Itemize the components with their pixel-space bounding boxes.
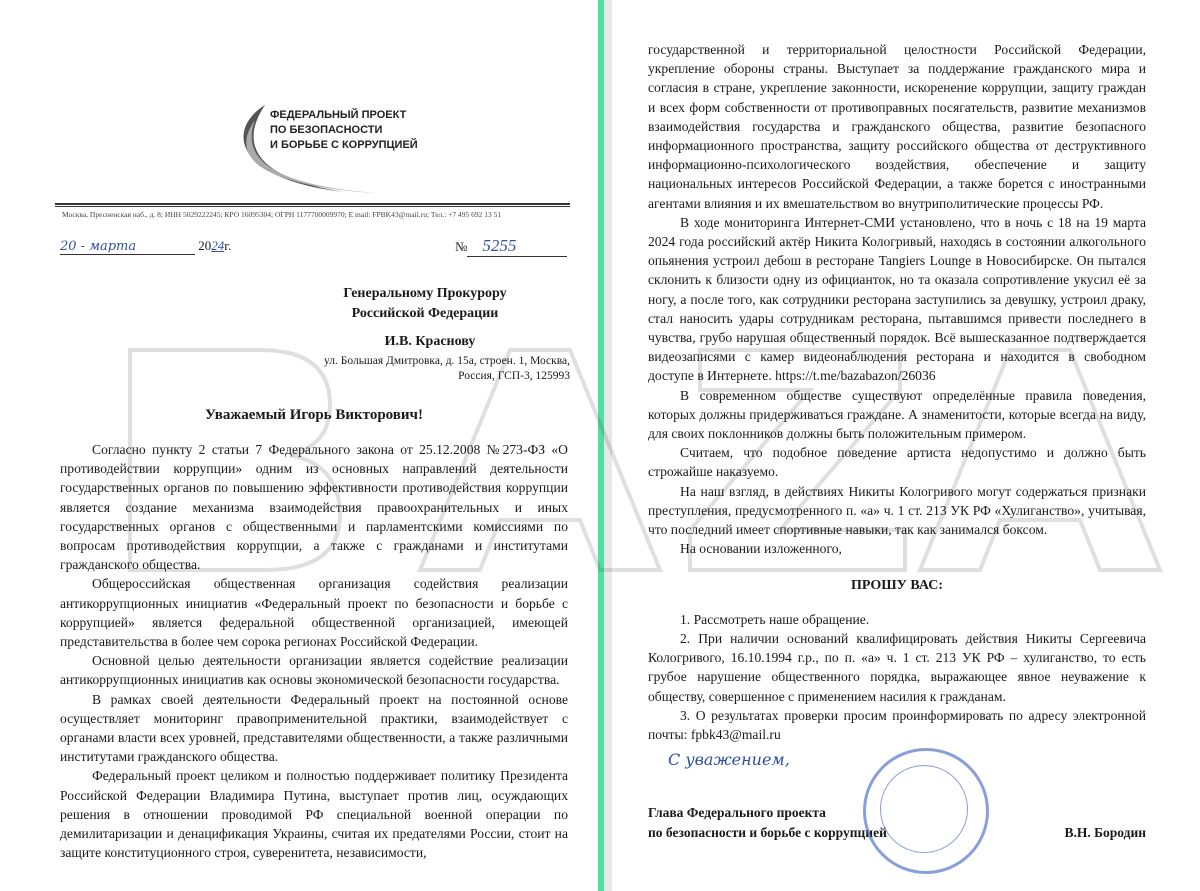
paragraph: На наш взгляд, в действиях Никиты Кологривого могут содержаться признаки преступления, предусмотренного п. «а» ч. 1 ст. 213 УК РФ «Хулиганство», учитывая, что последний имеет спортивные навыки, так как занимался боксом. <box>648 483 1146 538</box>
letter-page-1 <box>0 0 598 891</box>
request-heading: ПРОШУ ВАС: <box>850 578 944 594</box>
page-gutter <box>604 0 612 891</box>
address-line: ул. Большая Дмитровка, д. 15а, строен. 1, Москва, <box>324 355 570 367</box>
request-item <box>648 706 1146 744</box>
paragraph: На основании изложенного, <box>680 541 842 557</box>
logo-line: И БОРЬБЕ С КОРРУПЦИЕЙ <box>270 139 418 151</box>
addressee-name: И.В. Краснову <box>384 334 476 349</box>
letter-body-left <box>60 440 568 862</box>
paragraph-text: В ходе мониторинга Интернет-СМИ установлено, что в ночь с 18 на 19 марта 2024 года российский актёр Никита Кологривый, находясь в состоянии алкогольного опьянения устроил дебош в ресторане Tangiers Lounge в Новосибирске. Он пытался склонить к близости одну из официанток, но та оказала сопротивление укусил её за ногу, а после того, как сотрудники ресторана заступились за девушку, устроил драку, стал наносить удары сотрудникам ресторана, пытавшимся привести последнего в чувства, грубо нарушая общественный порядок. Всё вышесказанное подтверждается видеозаписями с камер видеонаблюдения ресторана и находится в свободном доступе в Интернете. <box>648 214 1146 384</box>
logo-line: ПО БЕЗОПАСНОСТИ <box>270 124 383 136</box>
letter-number <box>455 236 567 257</box>
letter-date <box>60 238 231 255</box>
header-divider <box>55 203 570 207</box>
paragraph: Общероссийская общественная организация содействия реализации антикоррупционных инициатив «Федеральный проект по безопасности и борьбе с коррупцией» является федеральной общественной организацией, имеющей представительства в более чем сорока регионах Российской Федерации. <box>60 576 568 650</box>
paragraph: государственной и территориальной целостности Российской Федерации, укрепление обороны страны. Выступает за поддержание гражданского мира и согласия в стране, укрепление законности, искоренение коррупции, защиту граждан и всех форм собственности от противоправных посягательств, развитие механизмов взаимодействия государства и гражданского общества, развитие безопасного информационного пространства, защиту российского общества от деструктивного информационно-психологического воздействия, обеспечение и защиту национальных интересов Российской Федерации, а также борется с иностранными агентами влияния и их вмешательством во внутриполитические процессы РФ. <box>648 42 1146 211</box>
contacts-line: Москва, Пресненская наб., д. 8; ИНН 5029222245; КРО 16095304; ОГРН 1177700009970; E mail: FPBK43@mail.ru; Тел.: +7 495 692 13 51 <box>62 210 502 219</box>
email-link[interactable]: fpbk43@mail.ru <box>690 726 781 742</box>
logo-line: ФЕДЕРАЛЬНЫЙ ПРОЕКТ <box>270 109 407 121</box>
addressee-line: Генеральному Прокурору <box>343 286 507 301</box>
closing-handwritten: С уважением, <box>668 750 790 770</box>
letter-page-2 <box>612 0 1200 891</box>
paragraph: В рамках своей деятельности Федеральный проект на постоянной основе осуществляет мониторинг правоприменительной практики, взаимодействует с органами власти всех уровней, представителями общественности, а также различными институтами гражданского общества. <box>60 691 568 765</box>
year-prefix: 20 <box>198 238 212 253</box>
logo-text <box>270 108 418 153</box>
letter-body-right <box>648 40 1146 843</box>
addressee-line: Российской Федерации <box>351 306 499 321</box>
address-line: Россия, ГСП-3, 125993 <box>458 370 570 382</box>
paragraph: В современном обществе существуют определённые правила поведения, которых должны придерживаться граждане. А знаменитости, которые всегда на виду, для своих поклонников должны быть положительным примером. <box>648 387 1146 442</box>
signature-title-line: Глава Федерального проекта <box>648 805 826 821</box>
signature-block <box>648 803 1146 843</box>
request-text: 3. О результатах проверки просим проинформировать по адресу электронной почты: <box>648 707 1146 742</box>
source-link[interactable]: https://t.me/bazabazon/26036 <box>775 368 936 384</box>
salutation: Уважаемый Игорь Викторович! <box>205 407 423 423</box>
addressee-title <box>290 284 560 324</box>
number-value: 5255 <box>467 236 567 257</box>
paragraph: Считаем, что подобное поведение артиста недопустимо и должно быть строжайше наказуемо. <box>648 445 1146 480</box>
paragraph: Основной целью деятельности организации является содействие реализации антикоррупционных инициатив как основы экономической безопасности государства. <box>60 653 568 688</box>
signature-title <box>648 803 887 843</box>
addressee-address <box>300 354 570 384</box>
signature-title-line: по безопасности и борьбе с коррупцией <box>648 825 887 841</box>
stamp-inner-ring <box>880 765 968 853</box>
request-item: 1. Рассмотреть наше обращение. <box>680 611 870 627</box>
handwritten-year: 24 <box>211 238 225 253</box>
year-suffix: г. <box>224 238 232 253</box>
number-label: № <box>455 239 468 254</box>
paragraph: Согласно пункту 2 статьи 7 Федерального закона от 25.12.2008 №273-ФЗ «О противодействии коррупции» одним из основных направлений деятельности государственных органов по повышению эффективности противодействия коррупции является создание механизма взаимодействия правоохранительных и иных государственных органов с общественными и парламентскими комиссиями по вопросам противодействия коррупции, а также с гражданами и институтами гражданского общества. <box>60 442 568 573</box>
signatory-name: В.Н. Бородин <box>1064 825 1146 841</box>
paragraph: Федеральный проект целиком и полностью поддерживает политику Президента Российской Федерации Владимира Путина, выступает против лиц, осуждающих решения в отношении проводимой РФ специальной военной операции по демилитаризации и денацификация Украины, считая их предателями России, стоит на защите конституционного строя, суверенитета, независимости, <box>60 768 568 861</box>
request-item: 2. При наличии оснований квалифицировать действия Никиты Сергеевича Кологривого, 16.10.1994 г.р., по п. «а» ч. 1 ст. 213 УК РФ – хулиганство, то есть грубое нарушение общественного порядка, выражающее явное неуважение к обществу, совершенное с применением насилия к гражданам. <box>648 630 1146 704</box>
handwritten-date: 20 - марта <box>60 239 195 255</box>
paragraph <box>648 213 1146 386</box>
